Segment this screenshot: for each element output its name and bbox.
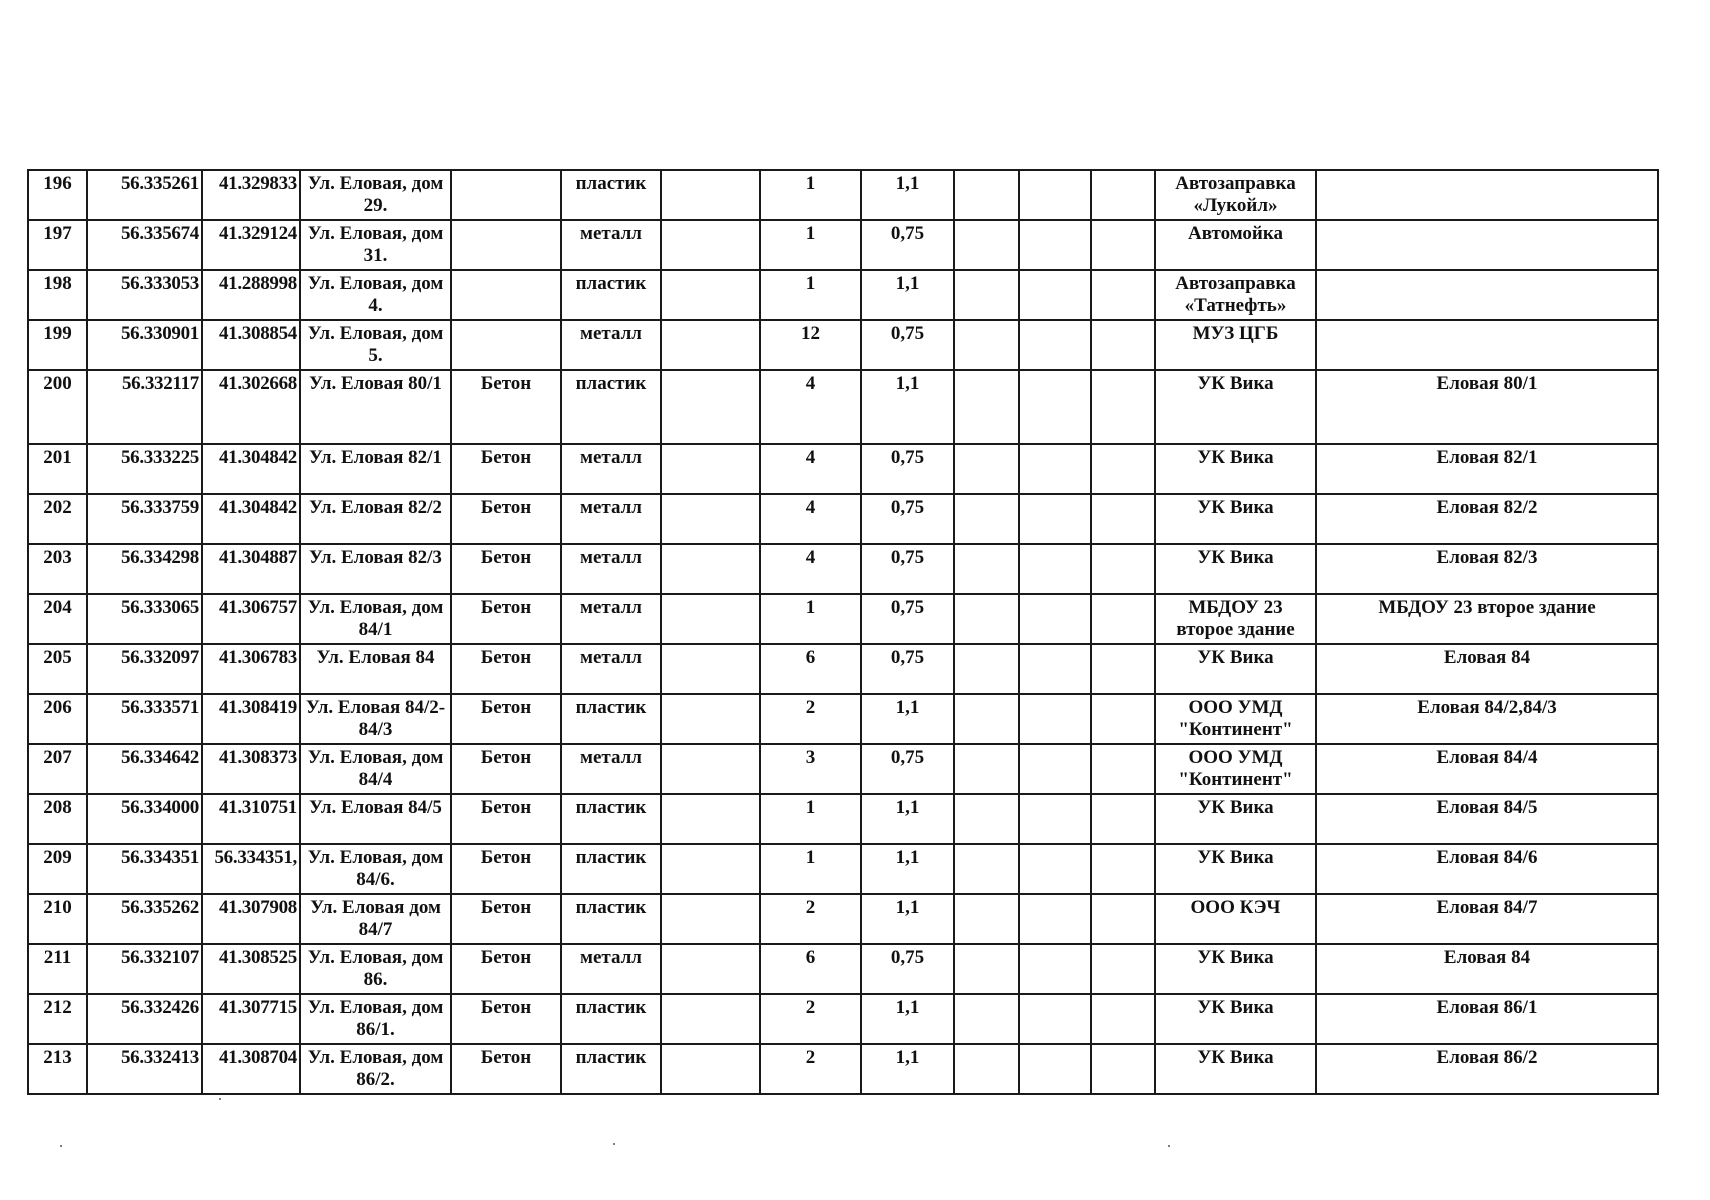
empty-cell	[661, 594, 760, 644]
empty-cell	[1019, 794, 1091, 844]
empty-cell	[1019, 1044, 1091, 1094]
longitude-cell: 41.304887	[202, 544, 300, 594]
empty-cell	[1091, 444, 1155, 494]
container-material-cell: пластик	[561, 694, 661, 744]
empty-cell	[661, 544, 760, 594]
empty-cell	[1019, 494, 1091, 544]
empty-cell	[954, 1044, 1019, 1094]
row-number-cell: 197	[28, 220, 87, 270]
empty-cell	[954, 320, 1019, 370]
longitude-cell: 56.334351,	[202, 844, 300, 894]
latitude-cell: 56.330901	[87, 320, 202, 370]
empty-cell	[661, 894, 760, 944]
container-count-cell: 3	[760, 744, 861, 794]
latitude-cell: 56.334351	[87, 844, 202, 894]
container-material-cell: металл	[561, 220, 661, 270]
table-row	[28, 594, 1658, 644]
latitude-cell: 56.332117	[87, 370, 202, 444]
address-cell: Ул. Еловая, дом 5.	[300, 320, 451, 370]
table-row	[28, 744, 1658, 794]
latitude-cell: 56.333053	[87, 270, 202, 320]
container-volume-cell: 1,1	[861, 170, 954, 220]
row-number-cell: 209	[28, 844, 87, 894]
waste-sources-cell: Еловая 82/3	[1316, 544, 1658, 594]
base-type-cell: Бетон	[451, 994, 561, 1044]
latitude-cell: 56.335674	[87, 220, 202, 270]
container-count-cell: 4	[760, 494, 861, 544]
container-count-cell: 4	[760, 544, 861, 594]
container-count-cell: 1	[760, 170, 861, 220]
empty-cell	[1019, 444, 1091, 494]
empty-cell	[661, 220, 760, 270]
address-cell: Ул. Еловая, дом 86.	[300, 944, 451, 994]
base-type-cell: Бетон	[451, 644, 561, 694]
row-number-cell: 204	[28, 594, 87, 644]
waste-sources-cell	[1316, 320, 1658, 370]
address-cell: Ул. Еловая, дом 84/6.	[300, 844, 451, 894]
empty-cell	[954, 220, 1019, 270]
container-count-cell: 1	[760, 794, 861, 844]
container-material-cell: пластик	[561, 370, 661, 444]
container-volume-cell: 0,75	[861, 544, 954, 594]
waste-sources-cell: Еловая 86/2	[1316, 1044, 1658, 1094]
empty-cell	[1091, 644, 1155, 694]
row-number-cell: 200	[28, 370, 87, 444]
empty-cell	[661, 320, 760, 370]
empty-cell	[661, 494, 760, 544]
waste-sources-cell: Еловая 82/1	[1316, 444, 1658, 494]
container-volume-cell: 0,75	[861, 320, 954, 370]
table-row	[28, 544, 1658, 594]
latitude-cell: 56.333065	[87, 594, 202, 644]
container-count-cell: 1	[760, 270, 861, 320]
container-material-cell: пластик	[561, 1044, 661, 1094]
scan-speck	[613, 1143, 615, 1145]
container-material-cell: пластик	[561, 794, 661, 844]
empty-cell	[954, 494, 1019, 544]
waste-site-registry-table	[27, 169, 1659, 1095]
waste-sources-cell: Еловая 86/1	[1316, 994, 1658, 1044]
latitude-cell: 56.333571	[87, 694, 202, 744]
container-volume-cell: 0,75	[861, 744, 954, 794]
address-cell: Ул. Еловая, дом 4.	[300, 270, 451, 320]
table-row	[28, 1044, 1658, 1094]
waste-sources-cell: Еловая 84/6	[1316, 844, 1658, 894]
table-row	[28, 694, 1658, 744]
empty-cell	[1019, 270, 1091, 320]
container-count-cell: 12	[760, 320, 861, 370]
container-count-cell: 2	[760, 694, 861, 744]
container-count-cell: 1	[760, 220, 861, 270]
row-number-cell: 207	[28, 744, 87, 794]
base-type-cell	[451, 170, 561, 220]
empty-cell	[1019, 894, 1091, 944]
container-count-cell: 6	[760, 944, 861, 994]
container-volume-cell: 1,1	[861, 694, 954, 744]
waste-sources-cell	[1316, 170, 1658, 220]
empty-cell	[1091, 794, 1155, 844]
container-material-cell: пластик	[561, 170, 661, 220]
container-count-cell: 2	[760, 994, 861, 1044]
owner-cell: УК Вика	[1155, 544, 1316, 594]
latitude-cell: 56.335261	[87, 170, 202, 220]
waste-sources-cell: Еловая 84/5	[1316, 794, 1658, 844]
latitude-cell: 56.334298	[87, 544, 202, 594]
base-type-cell: Бетон	[451, 544, 561, 594]
owner-cell: УК Вика	[1155, 494, 1316, 544]
waste-sources-cell: Еловая 80/1	[1316, 370, 1658, 444]
container-count-cell: 1	[760, 844, 861, 894]
longitude-cell: 41.308525	[202, 944, 300, 994]
row-number-cell: 213	[28, 1044, 87, 1094]
table-row	[28, 370, 1658, 444]
container-volume-cell: 1,1	[861, 370, 954, 444]
owner-cell: ООО УМД "Континент"	[1155, 694, 1316, 744]
empty-cell	[1019, 370, 1091, 444]
waste-sources-cell: Еловая 84/2,84/3	[1316, 694, 1658, 744]
container-count-cell: 1	[760, 594, 861, 644]
longitude-cell: 41.304842	[202, 494, 300, 544]
base-type-cell: Бетон	[451, 944, 561, 994]
scan-speck	[1168, 1145, 1170, 1147]
empty-cell	[1019, 844, 1091, 894]
container-volume-cell: 1,1	[861, 1044, 954, 1094]
address-cell: Ул. Еловая 82/3	[300, 544, 451, 594]
longitude-cell: 41.288998	[202, 270, 300, 320]
owner-cell: УК Вика	[1155, 944, 1316, 994]
table-row	[28, 844, 1658, 894]
empty-cell	[661, 944, 760, 994]
container-volume-cell: 0,75	[861, 644, 954, 694]
container-count-cell: 4	[760, 370, 861, 444]
table-row	[28, 644, 1658, 694]
container-material-cell: пластик	[561, 844, 661, 894]
base-type-cell	[451, 270, 561, 320]
address-cell: Ул. Еловая 82/2	[300, 494, 451, 544]
container-material-cell: металл	[561, 494, 661, 544]
container-material-cell: пластик	[561, 994, 661, 1044]
empty-cell	[954, 270, 1019, 320]
empty-cell	[954, 794, 1019, 844]
container-volume-cell: 0,75	[861, 494, 954, 544]
empty-cell	[1019, 220, 1091, 270]
latitude-cell: 56.333759	[87, 494, 202, 544]
base-type-cell: Бетон	[451, 744, 561, 794]
address-cell: Ул. Еловая, дом 29.	[300, 170, 451, 220]
empty-cell	[1019, 594, 1091, 644]
empty-cell	[1019, 744, 1091, 794]
table-row	[28, 270, 1658, 320]
empty-cell	[1019, 644, 1091, 694]
empty-cell	[1091, 370, 1155, 444]
empty-cell	[1091, 1044, 1155, 1094]
empty-cell	[954, 544, 1019, 594]
empty-cell	[661, 844, 760, 894]
container-material-cell: металл	[561, 544, 661, 594]
longitude-cell: 41.307908	[202, 894, 300, 944]
table-row	[28, 220, 1658, 270]
empty-cell	[954, 594, 1019, 644]
latitude-cell: 56.332097	[87, 644, 202, 694]
longitude-cell: 41.308373	[202, 744, 300, 794]
table-row	[28, 320, 1658, 370]
container-count-cell: 2	[760, 1044, 861, 1094]
owner-cell: ООО КЭЧ	[1155, 894, 1316, 944]
empty-cell	[661, 370, 760, 444]
empty-cell	[1091, 270, 1155, 320]
empty-cell	[661, 794, 760, 844]
address-cell: Ул. Еловая, дом 86/1.	[300, 994, 451, 1044]
container-material-cell: пластик	[561, 894, 661, 944]
address-cell: Ул. Еловая 84/2-84/3	[300, 694, 451, 744]
container-count-cell: 4	[760, 444, 861, 494]
owner-cell: УК Вика	[1155, 794, 1316, 844]
container-count-cell: 2	[760, 894, 861, 944]
waste-sources-cell: Еловая 84/4	[1316, 744, 1658, 794]
longitude-cell: 41.310751	[202, 794, 300, 844]
longitude-cell: 41.329124	[202, 220, 300, 270]
owner-cell: УК Вика	[1155, 444, 1316, 494]
latitude-cell: 56.334642	[87, 744, 202, 794]
base-type-cell	[451, 320, 561, 370]
empty-cell	[1091, 170, 1155, 220]
base-type-cell: Бетон	[451, 444, 561, 494]
empty-cell	[661, 170, 760, 220]
waste-sources-cell: Еловая 84	[1316, 944, 1658, 994]
empty-cell	[954, 894, 1019, 944]
waste-sources-cell: МБДОУ 23 второе здание	[1316, 594, 1658, 644]
row-number-cell: 199	[28, 320, 87, 370]
container-material-cell: металл	[561, 320, 661, 370]
owner-cell: УК Вика	[1155, 370, 1316, 444]
base-type-cell: Бетон	[451, 694, 561, 744]
latitude-cell: 56.332413	[87, 1044, 202, 1094]
row-number-cell: 205	[28, 644, 87, 694]
empty-cell	[954, 944, 1019, 994]
longitude-cell: 41.308419	[202, 694, 300, 744]
container-volume-cell: 1,1	[861, 994, 954, 1044]
latitude-cell: 56.332426	[87, 994, 202, 1044]
owner-cell: УК Вика	[1155, 994, 1316, 1044]
table-row	[28, 794, 1658, 844]
row-number-cell: 203	[28, 544, 87, 594]
table-row	[28, 444, 1658, 494]
row-number-cell: 201	[28, 444, 87, 494]
empty-cell	[1019, 694, 1091, 744]
row-number-cell: 198	[28, 270, 87, 320]
empty-cell	[661, 694, 760, 744]
empty-cell	[954, 644, 1019, 694]
address-cell: Ул. Еловая 80/1	[300, 370, 451, 444]
base-type-cell: Бетон	[451, 370, 561, 444]
container-material-cell: металл	[561, 444, 661, 494]
longitude-cell: 41.306757	[202, 594, 300, 644]
address-cell: Ул. Еловая, дом 86/2.	[300, 1044, 451, 1094]
empty-cell	[1091, 594, 1155, 644]
longitude-cell: 41.304842	[202, 444, 300, 494]
address-cell: Ул. Еловая 82/1	[300, 444, 451, 494]
address-cell: Ул. Еловая, дом 84/4	[300, 744, 451, 794]
table-row	[28, 944, 1658, 994]
container-volume-cell: 0,75	[861, 220, 954, 270]
empty-cell	[661, 644, 760, 694]
row-number-cell: 196	[28, 170, 87, 220]
longitude-cell: 41.308704	[202, 1044, 300, 1094]
empty-cell	[661, 444, 760, 494]
scan-speck	[219, 1098, 221, 1100]
row-number-cell: 212	[28, 994, 87, 1044]
waste-sources-cell: Еловая 84	[1316, 644, 1658, 694]
longitude-cell: 41.306783	[202, 644, 300, 694]
container-volume-cell: 1,1	[861, 270, 954, 320]
table-row	[28, 170, 1658, 220]
waste-sources-cell: Еловая 82/2	[1316, 494, 1658, 544]
row-number-cell: 206	[28, 694, 87, 744]
empty-cell	[661, 270, 760, 320]
address-cell: Ул. Еловая дом 84/7	[300, 894, 451, 944]
base-type-cell: Бетон	[451, 844, 561, 894]
row-number-cell: 210	[28, 894, 87, 944]
longitude-cell: 41.329833	[202, 170, 300, 220]
container-volume-cell: 1,1	[861, 844, 954, 894]
address-cell: Ул. Еловая, дом 84/1	[300, 594, 451, 644]
empty-cell	[1019, 170, 1091, 220]
registry-table-body	[28, 170, 1658, 1094]
owner-cell: УК Вика	[1155, 1044, 1316, 1094]
latitude-cell: 56.332107	[87, 944, 202, 994]
empty-cell	[661, 994, 760, 1044]
empty-cell	[1019, 994, 1091, 1044]
container-material-cell: пластик	[561, 270, 661, 320]
longitude-cell: 41.302668	[202, 370, 300, 444]
table-row	[28, 994, 1658, 1044]
owner-cell: Автомойка	[1155, 220, 1316, 270]
address-cell: Ул. Еловая 84/5	[300, 794, 451, 844]
container-material-cell: металл	[561, 644, 661, 694]
empty-cell	[1091, 320, 1155, 370]
empty-cell	[1019, 544, 1091, 594]
latitude-cell: 56.333225	[87, 444, 202, 494]
empty-cell	[1019, 320, 1091, 370]
address-cell: Ул. Еловая 84	[300, 644, 451, 694]
owner-cell: МБДОУ 23 второе здание	[1155, 594, 1316, 644]
address-cell: Ул. Еловая, дом 31.	[300, 220, 451, 270]
empty-cell	[1091, 220, 1155, 270]
latitude-cell: 56.335262	[87, 894, 202, 944]
empty-cell	[954, 694, 1019, 744]
container-material-cell: металл	[561, 744, 661, 794]
row-number-cell: 202	[28, 494, 87, 544]
owner-cell: МУЗ ЦГБ	[1155, 320, 1316, 370]
empty-cell	[661, 1044, 760, 1094]
waste-sources-cell	[1316, 220, 1658, 270]
base-type-cell: Бетон	[451, 894, 561, 944]
owner-cell: ООО УМД "Континент"	[1155, 744, 1316, 794]
container-volume-cell: 1,1	[861, 794, 954, 844]
empty-cell	[954, 370, 1019, 444]
owner-cell: УК Вика	[1155, 644, 1316, 694]
empty-cell	[954, 744, 1019, 794]
table-row	[28, 894, 1658, 944]
empty-cell	[661, 744, 760, 794]
owner-cell: Автозаправка «Татнефть»	[1155, 270, 1316, 320]
longitude-cell: 41.308854	[202, 320, 300, 370]
waste-sources-cell	[1316, 270, 1658, 320]
container-volume-cell: 1,1	[861, 894, 954, 944]
table-row	[28, 494, 1658, 544]
empty-cell	[954, 444, 1019, 494]
empty-cell	[1091, 544, 1155, 594]
base-type-cell: Бетон	[451, 794, 561, 844]
latitude-cell: 56.334000	[87, 794, 202, 844]
empty-cell	[954, 844, 1019, 894]
empty-cell	[1091, 844, 1155, 894]
base-type-cell	[451, 220, 561, 270]
empty-cell	[1091, 744, 1155, 794]
empty-cell	[1091, 944, 1155, 994]
container-volume-cell: 0,75	[861, 444, 954, 494]
scan-speck	[60, 1145, 62, 1147]
container-volume-cell: 0,75	[861, 594, 954, 644]
container-material-cell: металл	[561, 944, 661, 994]
owner-cell: Автозаправка «Лукойл»	[1155, 170, 1316, 220]
container-volume-cell: 0,75	[861, 944, 954, 994]
base-type-cell: Бетон	[451, 594, 561, 644]
empty-cell	[1091, 894, 1155, 944]
empty-cell	[954, 994, 1019, 1044]
waste-sources-cell: Еловая 84/7	[1316, 894, 1658, 944]
container-material-cell: металл	[561, 594, 661, 644]
empty-cell	[1019, 944, 1091, 994]
owner-cell: УК Вика	[1155, 844, 1316, 894]
container-count-cell: 6	[760, 644, 861, 694]
longitude-cell: 41.307715	[202, 994, 300, 1044]
base-type-cell: Бетон	[451, 494, 561, 544]
empty-cell	[1091, 994, 1155, 1044]
empty-cell	[1091, 494, 1155, 544]
empty-cell	[954, 170, 1019, 220]
row-number-cell: 208	[28, 794, 87, 844]
empty-cell	[1091, 694, 1155, 744]
row-number-cell: 211	[28, 944, 87, 994]
base-type-cell: Бетон	[451, 1044, 561, 1094]
